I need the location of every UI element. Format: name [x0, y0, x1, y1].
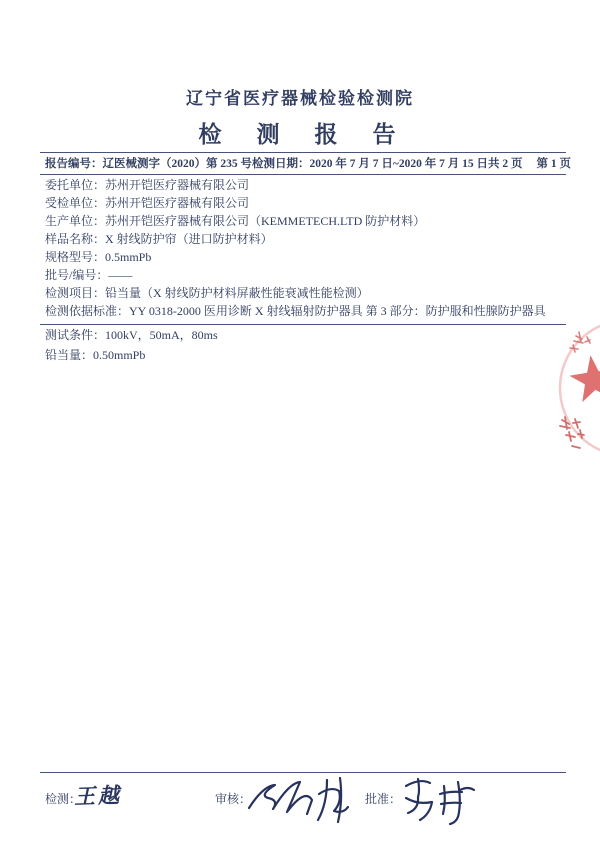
- report-number: 报告编号：辽医械测字（2020）第 235 号: [45, 158, 252, 170]
- field-row-sample-name: [45, 230, 566, 248]
- approver-label: 批准：: [365, 792, 402, 806]
- reviewer-label: 审核：: [215, 792, 252, 806]
- field-label: 规格型号：: [45, 250, 106, 264]
- result-label: 测试条件：: [45, 328, 106, 342]
- result-row-lead-equivalent: [45, 345, 566, 365]
- field-row-manufacturer: [45, 212, 566, 230]
- field-value: 铅当量（X 射线防护材料屏蔽性能衰减性能检测）: [105, 286, 369, 300]
- total-pages: 共 2 页: [487, 158, 523, 170]
- signature-divider: [40, 772, 566, 773]
- field-row-test-standard: [45, 302, 566, 320]
- approver-signature-scribble: [396, 774, 481, 832]
- report-meta-row: [40, 152, 571, 175]
- field-row-inspected-unit: [45, 194, 566, 212]
- field-row-batch-number: [45, 266, 566, 284]
- tester-label: 检测：: [45, 792, 82, 806]
- field-label: 委托单位：: [45, 178, 106, 192]
- tester-signature: 王越: [73, 783, 123, 809]
- field-row-test-item: [45, 284, 566, 302]
- result-value: 100kV，50mA，80ms: [105, 328, 218, 342]
- field-label: 生产单位：: [45, 214, 106, 228]
- report-fields: [40, 174, 566, 325]
- field-label: 检测依据标准：: [45, 304, 130, 318]
- test-date: 检测日期：2020 年 7 月 7 日~2020 年 7 月 15 日: [252, 158, 488, 170]
- result-value: 0.50mmPb: [93, 348, 146, 362]
- field-value: X 射线防护帘（进口防护材料）: [105, 232, 273, 246]
- field-label: 批号/编号：: [45, 268, 109, 282]
- signature-area: [0, 780, 600, 840]
- field-value: 苏州开铠医疗器械有限公司: [105, 196, 250, 210]
- page-number: 第 1 页: [536, 158, 571, 170]
- field-row-spec-model: [45, 248, 566, 266]
- field-value: ——: [108, 268, 133, 282]
- institute-title: 辽宁省医疗器械检验检测院: [186, 89, 414, 108]
- result-label: 铅当量：: [45, 348, 94, 362]
- field-value: 苏州开铠医疗器械有限公司: [105, 178, 250, 192]
- field-label: 样品名称：: [45, 232, 106, 246]
- test-results: [45, 325, 566, 365]
- field-value: 苏州开铠医疗器械有限公司（KEMMETECH.LTD 防护材料）: [105, 214, 426, 228]
- field-row-client: [45, 176, 566, 194]
- field-value: YY 0318-2000 医用诊断 X 射线辐射防护器具 第 3 部分：防护服和性腺防护器具: [129, 304, 546, 318]
- page-title: 检 测 报 告: [198, 122, 402, 147]
- field-label: 受检单位：: [45, 196, 106, 210]
- field-value: 0.5mmPb: [105, 250, 152, 264]
- field-label: 检测项目：: [45, 286, 106, 300]
- result-row-test-conditions: [45, 325, 566, 345]
- reviewer-signature-scribble: [243, 774, 358, 829]
